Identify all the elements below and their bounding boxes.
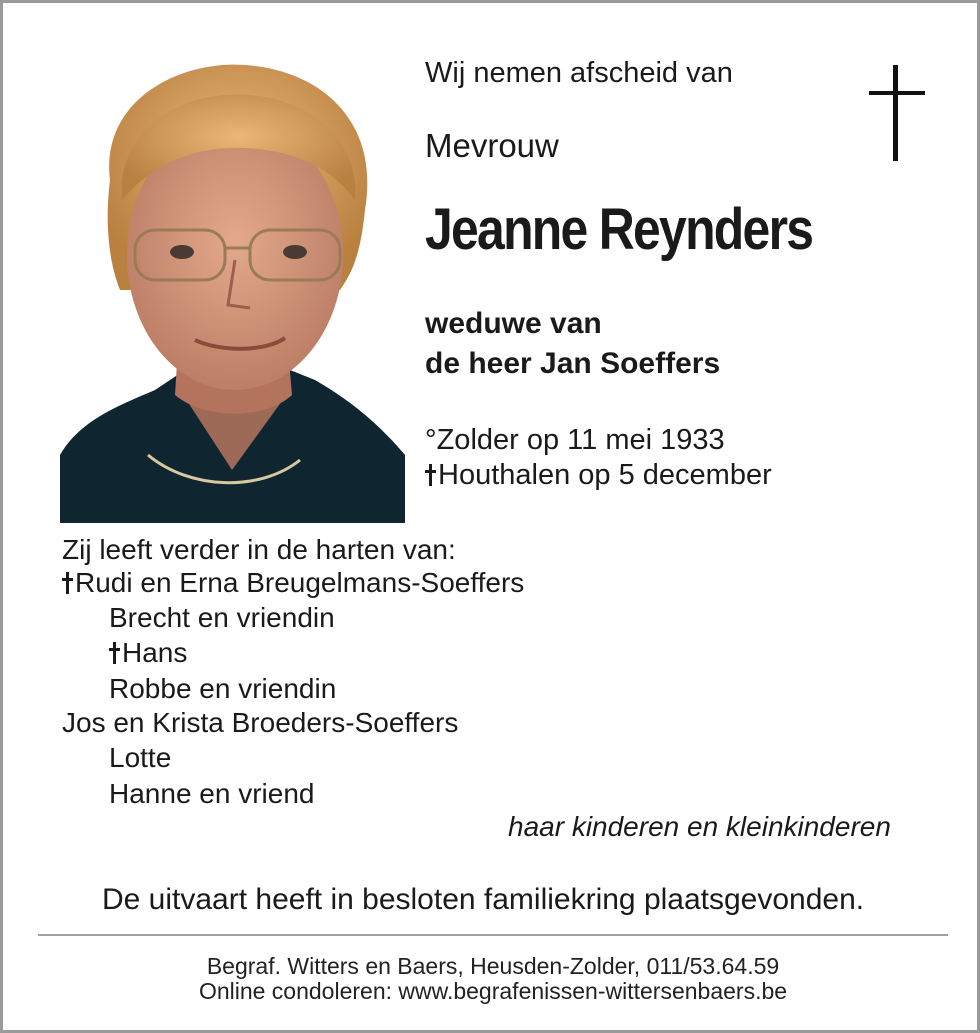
- family-line-text: Hans: [122, 637, 188, 668]
- family-line: Brecht en vriendin: [109, 602, 335, 633]
- death-info: [425, 461, 772, 490]
- family-line: Hanne en vriend: [109, 778, 315, 809]
- family-line: [109, 639, 187, 667]
- widow-line-2: de heer Jan Soeffers: [425, 347, 721, 380]
- portrait-illustration: [60, 60, 405, 523]
- condolence-link[interactable]: Online condoleren: www.begrafenissen-wittersenbaers.be: [198, 978, 788, 1004]
- family-line-text: Rudi en Erna Breugelmans-Soeffers: [75, 567, 525, 598]
- honorific: Mevrouw: [425, 127, 559, 164]
- intro-text: Wij nemen afscheid van: [425, 57, 733, 89]
- family-line: [62, 569, 524, 597]
- family-line: Robbe en vriendin: [109, 673, 337, 704]
- family-line: Lotte: [109, 742, 172, 773]
- death-cross-icon: [62, 571, 73, 595]
- death-cross-icon: [425, 463, 436, 487]
- funeral-notice: De uitvaart heeft in besloten familiekring plaatsgevonden.: [102, 883, 865, 916]
- deceased-name: Jeanne Reynders: [425, 197, 813, 262]
- family-line: Jos en Krista Broeders-Soeffers: [62, 707, 459, 738]
- widow-line-1: weduwe van: [425, 307, 602, 340]
- cross-icon: [869, 65, 925, 161]
- family-heading: Zij leeft verder in de harten van:: [62, 534, 456, 565]
- family-signature: haar kinderen en kleinkinderen: [508, 811, 891, 842]
- divider: [38, 934, 948, 936]
- undertaker-info: Begraf. Witters en Baers, Heusden-Zolder, 011/53.64.59: [206, 953, 780, 979]
- death-info-text: Houthalen op 5 december: [438, 459, 772, 491]
- death-cross-icon: [109, 641, 120, 665]
- birth-info: °Zolder op 11 mei 1933: [425, 424, 725, 456]
- portrait-photo: [60, 60, 405, 523]
